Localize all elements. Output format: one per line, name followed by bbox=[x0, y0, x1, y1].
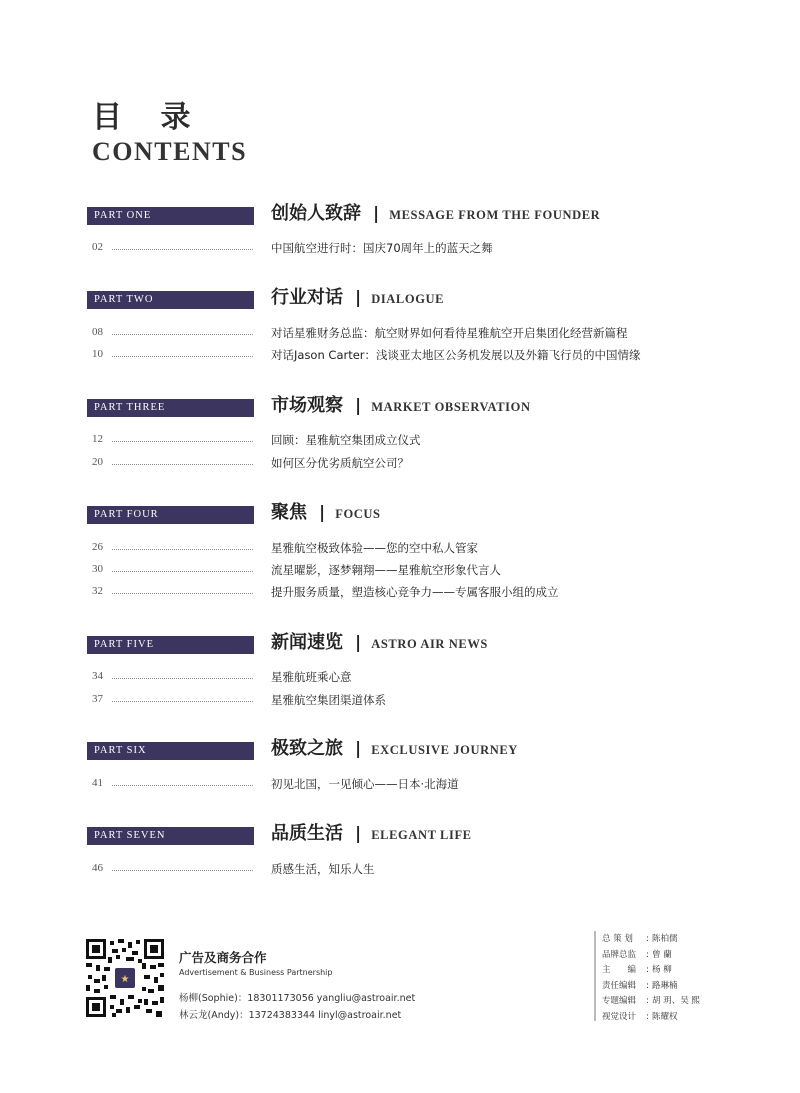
page-number: 46 bbox=[92, 862, 103, 874]
credit-colon: : bbox=[646, 949, 649, 960]
page-number: 08 bbox=[92, 326, 103, 338]
section-divider: | bbox=[355, 288, 362, 308]
section-heading bbox=[271, 734, 518, 760]
entry-title: 如何区分优劣质航空公司？ bbox=[271, 456, 409, 470]
dot-leader bbox=[112, 593, 253, 594]
part-label: PART THREE bbox=[87, 399, 254, 417]
section-title-en: DIALOGUE bbox=[371, 292, 445, 306]
section-heading bbox=[271, 628, 488, 654]
credit-colon: : bbox=[646, 934, 649, 944]
part-label: PART SIX bbox=[87, 742, 254, 760]
credit-role: 责任编辑 bbox=[602, 980, 637, 991]
credit-row bbox=[602, 948, 700, 964]
entry-title: 质感生活，知乐人生 bbox=[271, 862, 375, 876]
credit-name: 陈柏儒 bbox=[652, 934, 678, 944]
section-title-cn: 创始人致辞 bbox=[271, 203, 361, 224]
section-title-en: MESSAGE FROM THE FOUNDER bbox=[389, 208, 601, 222]
credits-list bbox=[602, 932, 700, 1025]
section-heading bbox=[271, 199, 600, 225]
credits-divider bbox=[594, 931, 596, 1021]
page-number: 02 bbox=[92, 241, 103, 253]
toc-entry[interactable] bbox=[0, 776, 800, 794]
section-divider: | bbox=[355, 739, 362, 759]
toc-entry[interactable] bbox=[0, 455, 800, 473]
credit-name: 曾 蘭 bbox=[652, 949, 672, 960]
section-title-cn: 聚焦 bbox=[271, 502, 307, 523]
dot-leader bbox=[112, 464, 253, 465]
credit-row bbox=[602, 994, 700, 1010]
entry-title: 对话星雅财务总监：航空财界如何看待星雅航空开启集团化经营新篇程 bbox=[271, 326, 628, 340]
credit-colon: : bbox=[646, 980, 649, 991]
qr-code-icon bbox=[86, 939, 164, 1017]
page-number: 34 bbox=[92, 670, 103, 682]
entry-title: 星雅航空集团渠道体系 bbox=[271, 693, 386, 707]
credit-name: 陈耀权 bbox=[652, 1011, 678, 1022]
section-title-cn: 极致之旅 bbox=[271, 738, 343, 759]
toc-entry[interactable] bbox=[0, 325, 800, 343]
toc-entry[interactable] bbox=[0, 692, 800, 710]
part-label: PART SEVEN bbox=[87, 827, 254, 845]
page-number: 12 bbox=[92, 433, 103, 445]
entry-title: 提升服务质量，塑造核心竞争力——专属客服小组的成立 bbox=[271, 585, 559, 599]
entry-title: 中国航空进行时：国庆70周年上的蓝天之舞 bbox=[271, 241, 493, 255]
page-title-cn: 目 录 bbox=[92, 100, 205, 135]
section-title-cn: 新闻速览 bbox=[271, 632, 343, 653]
credit-role: 品牌总监 bbox=[602, 949, 637, 960]
page-title-en: CONTENTS bbox=[92, 137, 248, 166]
section-title-en: FOCUS bbox=[335, 507, 381, 521]
part-label: PART FIVE bbox=[87, 636, 254, 654]
section-title-cn: 品质生活 bbox=[271, 823, 343, 844]
ad-heading-en: Advertisement & Business Partnership bbox=[179, 968, 333, 977]
toc-entry[interactable] bbox=[0, 432, 800, 450]
section-heading bbox=[271, 391, 531, 417]
section-title-en: EXCLUSIVE JOURNEY bbox=[371, 743, 518, 757]
entry-title: 星雅航空极致体验——您的空中私人管家 bbox=[271, 541, 478, 555]
credit-role: 总 策 划 bbox=[602, 934, 633, 944]
entry-title: 回顾：星雅航空集团成立仪式 bbox=[271, 433, 421, 447]
credit-role: 专题编辑 bbox=[602, 996, 637, 1006]
entry-title: 流星曜影，逐梦翱翔——星雅航空形象代言人 bbox=[271, 563, 501, 577]
toc-entry[interactable] bbox=[0, 347, 800, 365]
credit-colon: : bbox=[646, 996, 649, 1006]
dot-leader bbox=[112, 678, 253, 679]
page-number: 37 bbox=[92, 693, 103, 705]
section-heading bbox=[271, 498, 381, 524]
credit-name: 路琳楠 bbox=[652, 980, 678, 991]
dot-leader bbox=[112, 356, 253, 357]
dot-leader bbox=[112, 441, 253, 442]
page-number: 26 bbox=[92, 541, 103, 553]
credit-row bbox=[602, 1010, 700, 1026]
section-heading bbox=[271, 819, 472, 845]
page-number: 10 bbox=[92, 348, 103, 360]
credit-role: 视觉设计 bbox=[602, 1011, 637, 1022]
credit-colon: : bbox=[646, 1011, 649, 1022]
section-divider: | bbox=[355, 633, 362, 653]
dot-leader bbox=[112, 701, 253, 702]
section-divider: | bbox=[319, 503, 326, 523]
section-title-en: MARKET OBSERVATION bbox=[371, 400, 531, 414]
section-title-en: ASTRO AIR NEWS bbox=[371, 637, 488, 651]
entry-title: 初见北国，一见倾心——日本·北海道 bbox=[271, 777, 459, 791]
section-title-en: ELEGANT LIFE bbox=[371, 828, 472, 842]
section-title-cn: 行业对话 bbox=[271, 287, 343, 308]
ad-heading-cn: 广告及商务合作 bbox=[179, 950, 267, 965]
part-label: PART ONE bbox=[87, 207, 254, 225]
page-number: 30 bbox=[92, 563, 103, 575]
section-heading bbox=[271, 283, 444, 309]
contact-line: 林云龙(Andy)：13724383344 linyl@astroair.net bbox=[179, 1010, 402, 1021]
dot-leader bbox=[112, 334, 253, 335]
entry-title: 对话Jason Carter：浅谈亚太地区公务机发展以及外籍飞行员的中国情缘 bbox=[271, 348, 641, 362]
page-number: 32 bbox=[92, 585, 103, 597]
toc-entry[interactable] bbox=[0, 562, 800, 580]
credit-name: 胡 玥、吴 熙 bbox=[652, 996, 700, 1006]
section-divider: | bbox=[355, 824, 362, 844]
section-title-cn: 市场观察 bbox=[271, 395, 343, 416]
contact-line: 杨柳(Sophie)：18301173056 yangliu@astroair.net bbox=[179, 993, 416, 1004]
dot-leader bbox=[112, 249, 253, 250]
dot-leader bbox=[112, 785, 253, 786]
credit-row bbox=[602, 963, 700, 979]
part-label: PART FOUR bbox=[87, 506, 254, 524]
toc-entry[interactable] bbox=[0, 584, 800, 602]
toc-entry[interactable] bbox=[0, 669, 800, 687]
dot-leader bbox=[112, 870, 253, 871]
toc-entry[interactable] bbox=[0, 240, 800, 258]
credit-role: 主 编 bbox=[602, 965, 637, 975]
section-divider: | bbox=[355, 396, 362, 416]
credit-colon: : bbox=[646, 965, 649, 975]
credit-name: 杨 柳 bbox=[652, 965, 672, 975]
part-label: PART TWO bbox=[87, 291, 254, 309]
page-number: 41 bbox=[92, 777, 103, 789]
toc-entry[interactable] bbox=[0, 540, 800, 558]
toc-entry[interactable] bbox=[0, 861, 800, 879]
svg-text:★: ★ bbox=[120, 974, 130, 985]
page-number: 20 bbox=[92, 456, 103, 468]
entry-title: 星雅航班乘心意 bbox=[271, 670, 352, 684]
credit-row bbox=[602, 932, 700, 948]
dot-leader bbox=[112, 549, 253, 550]
section-divider: | bbox=[373, 204, 380, 224]
dot-leader bbox=[112, 571, 253, 572]
credit-row bbox=[602, 979, 700, 995]
